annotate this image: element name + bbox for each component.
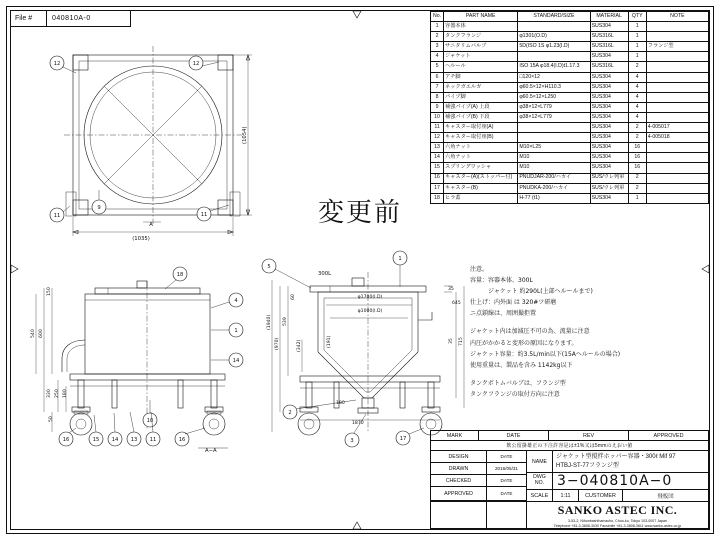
parts-cell-name: 補強パイプ(A) 上段 — [444, 102, 518, 112]
parts-cell-qty: 2 — [628, 173, 646, 183]
parts-cell-name: スプリングワッシャ — [444, 163, 518, 173]
parts-cell-note — [646, 112, 708, 122]
svg-text:1: 1 — [234, 328, 238, 335]
balloon-10 — [143, 400, 157, 427]
notes2-line-1: 内圧がかかると変形の原因になります。 — [470, 339, 578, 347]
table-row — [431, 173, 709, 183]
table-row — [431, 102, 709, 112]
revision-header-approved: APPROVED — [629, 431, 709, 441]
table-row — [431, 143, 709, 153]
revision-stamp: 変更前 — [318, 198, 403, 228]
parts-cell-no: 5 — [431, 62, 444, 72]
parts-cell-name: タンクフランジ — [444, 32, 518, 42]
table-row — [431, 82, 709, 92]
parts-cell-size — [518, 123, 590, 133]
approval-row-drawn: DRAWN 2016/05/31 — [431, 463, 526, 475]
balloon-4 — [211, 293, 243, 308]
parts-cell-qty: 1 — [628, 42, 646, 52]
parts-cell-no: 13 — [431, 143, 444, 153]
svg-text:11: 11 — [149, 437, 157, 444]
parts-cell-qty: 4 — [628, 92, 646, 102]
parts-cell-name: 六角ナット — [444, 153, 518, 163]
parts-cell-note: フランジ型 — [646, 42, 708, 52]
parts-cell-no: 15 — [431, 163, 444, 173]
svg-text:11: 11 — [200, 212, 208, 219]
parts-cell-size: φ60.5×12×H110.3 — [518, 82, 590, 92]
scale-value: 1:11 — [553, 490, 579, 501]
svg-text:35: 35 — [449, 338, 454, 344]
parts-cell-name: ネックガエルガ — [444, 82, 518, 92]
svg-text:12: 12 — [192, 61, 200, 68]
parts-cell-name: キャスター(B) — [444, 183, 518, 193]
parts-cell-no: 9 — [431, 102, 444, 112]
parts-cell-no: 18 — [431, 193, 444, 203]
balloon-11-right — [197, 205, 229, 221]
plan-dim-vertical: (1054) — [242, 126, 248, 144]
parts-cell-material: SUS316L — [590, 42, 628, 52]
svg-text:14: 14 — [232, 358, 240, 365]
parts-cell-qty: 2 — [628, 62, 646, 72]
parts-cell-material: SUS304 — [590, 82, 628, 92]
table-row — [431, 42, 709, 52]
approval-row-approved: APPROVED DATE — [431, 487, 526, 501]
parts-cell-qty: 1 — [628, 193, 646, 203]
parts-cell-note — [646, 163, 708, 173]
parts-cell-size: PNUDKA-200/ハカイ — [518, 183, 590, 193]
notes2-line-0: ジャケット内は加減圧不可の為、流量に注意 — [470, 328, 590, 336]
svg-text:150: 150 — [47, 287, 52, 296]
parts-cell-note — [646, 22, 708, 32]
parts-cell-size: □120×12 — [518, 72, 590, 82]
svg-text:250: 250 — [55, 389, 60, 398]
customer-value: 飛板団 — [657, 493, 674, 500]
parts-cell-qty: 16 — [628, 153, 646, 163]
svg-text:180: 180 — [336, 401, 345, 406]
parts-cell-no: 11 — [431, 123, 444, 133]
table-row — [431, 92, 709, 102]
parts-cell-qty: 2 — [628, 183, 646, 193]
svg-text:539: 539 — [283, 317, 288, 326]
parts-cell-qty: 1 — [628, 32, 646, 42]
balloon-14 — [108, 413, 122, 446]
parts-cell-size: PNUDJAR-200/ハカイ — [518, 173, 590, 183]
plan-dim-horizontal: (1035) — [132, 236, 150, 242]
parts-cell-material: SUS304 — [590, 112, 628, 122]
parts-cell-note — [646, 102, 708, 112]
dia-outer-label: φ1700(I.D) — [357, 295, 383, 300]
parts-cell-note — [646, 32, 708, 42]
parts-cell-qty: 16 — [628, 143, 646, 153]
svg-text:35: 35 — [448, 287, 454, 292]
parts-cell-material: SUS304 — [590, 22, 628, 32]
parts-cell-size: 5D(ISO 1S φ1.23(I.D) — [518, 42, 590, 52]
parts-cell-qty: 2 — [628, 123, 646, 133]
parts-cell-no: 1 — [431, 22, 444, 32]
parts-cell-material: SUS304 — [590, 123, 628, 133]
parts-cell-qty: 4 — [628, 82, 646, 92]
parts-cell-name: ヘルール — [444, 62, 518, 72]
parts-cell-material: SUS304 — [590, 52, 628, 62]
balloon-1-section — [393, 251, 407, 287]
parts-cell-no: 4 — [431, 52, 444, 62]
title-block — [430, 440, 709, 529]
name-label: NAME — [527, 451, 553, 472]
parts-cell-qty: 16 — [628, 163, 646, 173]
parts-cell-name: キャスター取付座(B) — [444, 133, 518, 143]
notes-line-0: 容量：容器本体、300L — [470, 277, 533, 285]
notes-title: 注意。 — [470, 266, 489, 273]
parts-cell-qty: 4 — [628, 112, 646, 122]
parts-cell-material: SUS/ウレ列軍 — [590, 183, 628, 193]
parts-cell-note — [646, 193, 708, 203]
parts-cell-no: 8 — [431, 92, 444, 102]
balloon-17 — [396, 428, 424, 445]
approval-row-checked: CHECKED DATE — [431, 475, 526, 487]
scale-row — [527, 490, 708, 502]
parts-cell-material: SUS304 — [590, 102, 628, 112]
file-number: 040810A-0 — [52, 15, 91, 22]
svg-text:(1940): (1940) — [267, 314, 272, 330]
name-value: ジャケット型撹拌ホッパー容器・300ℓ Mif 97 HTBJ-ST-77フランジ型 — [556, 454, 676, 470]
balloon-16-left — [59, 428, 76, 446]
parts-cell-size: φ38×12×L779 — [518, 112, 590, 122]
parts-cell-name: アチ脚 — [444, 72, 518, 82]
dwg-label: DWG NO. — [527, 473, 553, 489]
parts-cell-name: ジャケット — [444, 52, 518, 62]
balloon-13 — [127, 412, 141, 446]
svg-text:(970): (970) — [275, 337, 280, 350]
parts-cell-name: キャスター取付座(A) — [444, 123, 518, 133]
table-row — [431, 62, 709, 72]
svg-text:540: 540 — [31, 329, 36, 338]
parts-cell-note — [646, 62, 708, 72]
balloon-9 — [92, 190, 106, 214]
parts-cell-size — [518, 22, 590, 32]
parts-header-material: MATERIAL — [590, 12, 628, 22]
svg-text:(191): (191) — [327, 335, 332, 348]
parts-cell-name: パイプ脚 — [444, 92, 518, 102]
parts-cell-no: 16 — [431, 173, 444, 183]
parts-cell-material: SUS304 — [590, 92, 628, 102]
balloon-11-left — [50, 206, 70, 222]
svg-text:11: 11 — [53, 213, 61, 220]
svg-text:600: 600 — [39, 329, 44, 338]
balloon-5 — [262, 259, 311, 288]
revision-header-row — [431, 431, 709, 441]
parts-cell-no: 14 — [431, 153, 444, 163]
customer-label: CUSTOMER — [579, 490, 623, 501]
svg-text:(342): (342) — [297, 339, 302, 352]
parts-cell-note — [646, 52, 708, 62]
svg-text:9: 9 — [97, 205, 101, 212]
notes2-line-3: 使用重量は、製品を含み 1142kg以下 — [470, 361, 573, 369]
dwg-number: 3−040810A−0 — [557, 473, 673, 489]
balloon-12-right — [189, 56, 219, 70]
table-row — [431, 133, 709, 143]
balloon-2 — [283, 400, 356, 419]
approval-blank-row — [431, 501, 526, 528]
parts-cell-material: SUS/ウレ列軍 — [590, 173, 628, 183]
parts-cell-no: 7 — [431, 82, 444, 92]
table-row — [431, 123, 709, 133]
svg-text:1870: 1870 — [352, 421, 364, 426]
parts-cell-note — [646, 173, 708, 183]
svg-text:645: 645 — [452, 301, 461, 306]
svg-text:13: 13 — [130, 437, 138, 444]
parts-cell-name: ヒラ蓋 — [444, 193, 518, 203]
svg-text:180: 180 — [63, 389, 68, 398]
table-row — [431, 32, 709, 42]
svg-text:14: 14 — [111, 437, 119, 444]
svg-text:715: 715 — [459, 337, 464, 346]
notes-line-2: 仕上げ：内外面 は 320#ツ研磨 — [470, 299, 557, 307]
parts-cell-size: M10×L25 — [518, 143, 590, 153]
table-row — [431, 163, 709, 173]
parts-cell-material: SUS304 — [590, 163, 628, 173]
parts-cell-size: M10 — [518, 153, 590, 163]
svg-text:1: 1 — [398, 256, 402, 263]
parts-cell-note: 4-005018 — [646, 133, 708, 143]
parts-table — [430, 11, 709, 204]
parts-cell-name: サニタリムバルブ — [444, 42, 518, 52]
svg-text:15: 15 — [92, 437, 100, 444]
parts-cell-name: 補強パイプ(B) 下段 — [444, 112, 518, 122]
parts-cell-size: H-77 (t1) — [518, 193, 590, 203]
table-row — [431, 22, 709, 32]
svg-text:4: 4 — [234, 298, 238, 305]
table-row — [431, 183, 709, 193]
parts-header-note: NOTE — [646, 12, 708, 22]
approval-row-design: DESIGN DATE — [431, 451, 526, 463]
parts-cell-no: 3 — [431, 42, 444, 52]
parts-cell-note — [646, 143, 708, 153]
notes2-line-2: ジャケット容量：約3.5L/min以下(15Aヘルールの場合) — [470, 350, 621, 358]
approval-grid — [431, 451, 527, 528]
parts-cell-note: 4-005017 — [646, 123, 708, 133]
drawing-number-row — [527, 473, 708, 490]
section-view — [262, 251, 464, 447]
revision-header-rev: REV — [549, 431, 629, 441]
svg-text:12: 12 — [53, 61, 61, 68]
company-address: 3-53-2, Nihonbashihamacho, Chuo-ku, Tokyo 103-0007 Japan Telephone +81-3-3808-3030 Facsimile +81-3-3808-3811 www.sanko-astec.co.jp — [553, 518, 682, 528]
parts-cell-size — [518, 52, 590, 62]
parts-header-qty: QTY — [628, 12, 646, 22]
front-view — [30, 267, 243, 454]
balloon-18 — [165, 267, 187, 289]
notes-line-3: ニ点鎖線は、周囲撮拒置 — [470, 310, 537, 318]
svg-text:10: 10 — [146, 418, 154, 425]
tolerance-note: 飲公留掛雄正の下注許容是は±1%又は5mmのえおい値 — [431, 441, 708, 451]
revision-header-mark: MARK — [431, 431, 479, 441]
table-row — [431, 72, 709, 82]
notes3-line-0: タンクボトムバルブは、フランジ型 — [470, 379, 566, 387]
parts-cell-qty: 1 — [628, 52, 646, 62]
parts-cell-size: φ60.5×12×L250 — [518, 92, 590, 102]
parts-cell-note — [646, 153, 708, 163]
table-row — [431, 112, 709, 122]
svg-text:3: 3 — [350, 438, 354, 445]
plan-view — [50, 46, 252, 242]
svg-text:50: 50 — [49, 416, 54, 422]
section-label: A−A — [205, 448, 217, 454]
parts-cell-name: 六角ナット — [444, 143, 518, 153]
file-label: File # — [11, 11, 47, 26]
parts-cell-qty: 2 — [628, 133, 646, 143]
parts-cell-name: キャスター(A)(ストッパー付) — [444, 173, 518, 183]
svg-text:5: 5 — [267, 264, 271, 271]
parts-cell-note — [646, 183, 708, 193]
parts-header-size: STANDARD/SIZE — [518, 12, 590, 22]
parts-cell-size: ISO 15A φ18.4(I.D)t1.17.3 — [518, 62, 590, 72]
svg-text:18: 18 — [176, 272, 184, 279]
parts-cell-no: 10 — [431, 112, 444, 122]
notes-block — [470, 264, 700, 400]
parts-cell-qty: 4 — [628, 102, 646, 112]
parts-cell-size: φ1301(O.D) — [518, 32, 590, 42]
table-row — [431, 193, 709, 203]
parts-cell-material: SUS304 — [590, 72, 628, 82]
scale-label: SCALE — [527, 490, 553, 501]
svg-text:330: 330 — [47, 389, 52, 398]
parts-cell-size: M10 — [518, 163, 590, 173]
parts-cell-no: 12 — [431, 133, 444, 143]
parts-cell-material: SUS304 — [590, 193, 628, 203]
svg-text:60: 60 — [291, 294, 296, 300]
svg-text:17: 17 — [399, 436, 407, 443]
parts-cell-note — [646, 82, 708, 92]
plan-dim-a: A — [149, 222, 153, 228]
balloon-16-right — [175, 428, 205, 446]
parts-cell-name: 容器本体 — [444, 22, 518, 32]
svg-text:2: 2 — [288, 410, 292, 417]
company-name: SANKO ASTEC INC. — [557, 502, 678, 517]
parts-header-name: PART NAME — [444, 12, 518, 22]
svg-text:16: 16 — [62, 437, 70, 444]
balloon-14-right — [211, 353, 243, 367]
title-right — [527, 451, 708, 528]
table-row — [431, 52, 709, 62]
parts-cell-material: SUS316L — [590, 62, 628, 72]
capacity-label: 300L — [318, 271, 332, 277]
dia-inner-label: φ1000(I.D) — [357, 309, 383, 314]
parts-cell-no: 17 — [431, 183, 444, 193]
parts-cell-no: 6 — [431, 72, 444, 82]
balloon-3 — [345, 414, 366, 447]
product-name-row — [527, 451, 708, 473]
parts-cell-note — [646, 72, 708, 82]
parts-cell-material: SUS304 — [590, 133, 628, 143]
parts-cell-material: SUS304 — [590, 153, 628, 163]
parts-header-no: No. — [431, 12, 444, 22]
balloon-1 — [211, 323, 243, 337]
parts-cell-size: φ38×12×L779 — [518, 102, 590, 112]
notes-line-1: ジャケット 約290L(上部ヘルールまで) — [470, 288, 593, 296]
notes3-line-1: タンクフランジの取付方向に注意 — [470, 390, 560, 398]
table-row — [431, 153, 709, 163]
parts-cell-material: SUS304 — [590, 143, 628, 153]
svg-text:16: 16 — [178, 437, 186, 444]
company-block — [527, 502, 708, 529]
parts-cell-material: SUS316L — [590, 32, 628, 42]
revision-header-date: DATE — [479, 431, 549, 441]
parts-cell-qty: 1 — [628, 22, 646, 32]
parts-table-header-row — [431, 12, 709, 22]
parts-cell-no: 2 — [431, 32, 444, 42]
parts-cell-qty: 4 — [628, 72, 646, 82]
parts-cell-note — [646, 92, 708, 102]
parts-cell-size — [518, 133, 590, 143]
balloon-12-left — [50, 56, 76, 73]
